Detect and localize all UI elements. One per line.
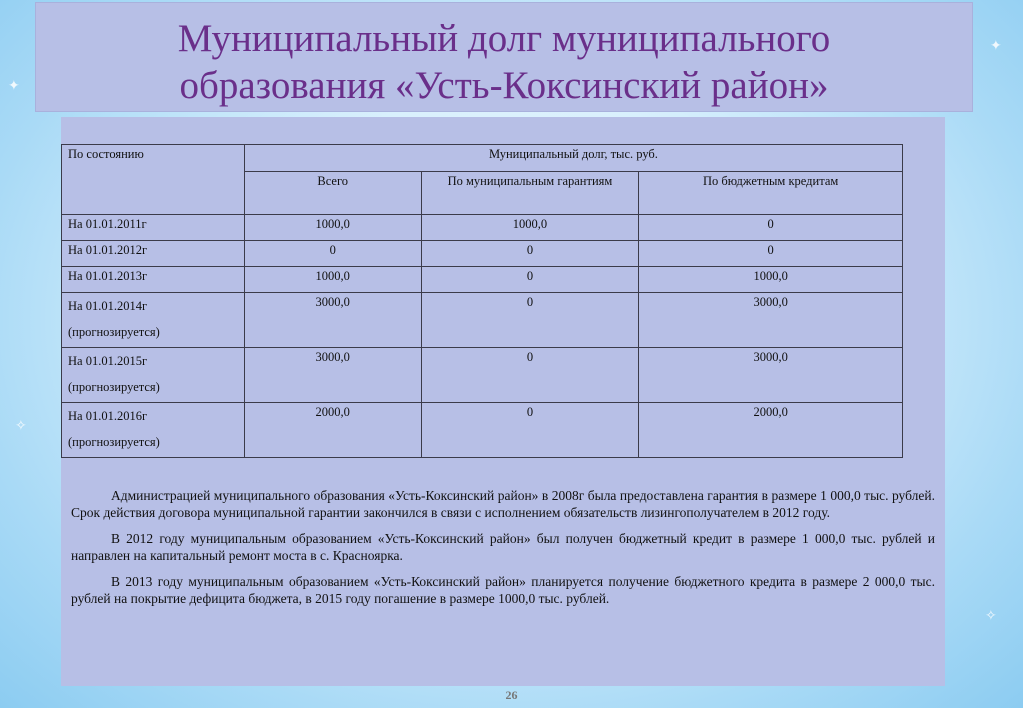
sparkle-decoration: ✦ <box>8 79 20 94</box>
row-date: На 01.01.2011г <box>62 215 245 241</box>
table-row <box>62 267 903 293</box>
row-note: (прогнозируется) <box>68 325 160 339</box>
table-header-row <box>62 145 903 172</box>
row-total: 0 <box>244 241 421 267</box>
table-row <box>62 348 903 403</box>
row-date-cell <box>62 348 245 403</box>
row-credits: 1000,0 <box>639 267 903 293</box>
header-guarantees: По муниципальным гарантиям <box>421 172 639 215</box>
debt-table <box>61 144 903 458</box>
header-date: По состоянию <box>62 145 245 215</box>
header-credits: По бюджетным кредитам <box>639 172 903 215</box>
row-date-cell <box>62 293 245 348</box>
row-total: 1000,0 <box>244 267 421 293</box>
row-guarantees: 0 <box>421 267 639 293</box>
row-date: На 01.01.2014г <box>68 299 148 313</box>
page-number: 26 <box>505 688 518 702</box>
paragraph-guarantee: Администрацией муниципального образования «Усть-Коксинский район» в 2008г была предоставлена гарантия в размере 1 000,0 тыс. рублей. Срок действия договора муниципальной гарантии закончился в связи с исполнением обязательств лизингополучателем в 2012 году. <box>71 488 935 520</box>
row-guarantees: 0 <box>421 403 639 458</box>
table-row <box>62 293 903 348</box>
slide-title <box>36 3 972 109</box>
row-total: 3000,0 <box>244 293 421 348</box>
row-date-cell <box>62 403 245 458</box>
row-guarantees: 0 <box>421 241 639 267</box>
title-panel <box>36 3 972 111</box>
sparkle-decoration: ✧ <box>15 419 27 434</box>
sparkle-decoration: ✧ <box>985 609 997 624</box>
row-credits: 3000,0 <box>639 348 903 403</box>
row-note: (прогнозируется) <box>68 435 160 449</box>
header-debt-group: Муниципальный долг, тыс. руб. <box>244 145 902 172</box>
row-credits: 0 <box>639 215 903 241</box>
title-line-2: образования «Усть-Коксинский район» <box>179 64 829 107</box>
table-row <box>62 215 903 241</box>
row-date: На 01.01.2015г <box>68 354 148 368</box>
row-guarantees: 0 <box>421 348 639 403</box>
paragraph-credit-2012: В 2012 году муниципальным образованием «Усть-Коксинский район» был получен бюджетный кредит в размере 1 000,0 тыс. рублей и направлен на капитальный ремонт моста в с. Красноярка. <box>71 531 935 563</box>
table-row <box>62 403 903 458</box>
header-total: Всего <box>244 172 421 215</box>
row-date: На 01.01.2013г <box>62 267 245 293</box>
row-date: На 01.01.2012г <box>62 241 245 267</box>
explanatory-text <box>71 487 935 616</box>
row-guarantees: 1000,0 <box>421 215 639 241</box>
sparkle-decoration: ✦ <box>990 39 1002 54</box>
content-panel <box>61 117 945 686</box>
row-total: 3000,0 <box>244 348 421 403</box>
row-credits: 0 <box>639 241 903 267</box>
row-credits: 3000,0 <box>639 293 903 348</box>
table-row <box>62 241 903 267</box>
row-credits: 2000,0 <box>639 403 903 458</box>
row-note: (прогнозируется) <box>68 380 160 394</box>
row-date: На 01.01.2016г <box>68 409 148 423</box>
row-guarantees: 0 <box>421 293 639 348</box>
paragraph-credit-2013: В 2013 году муниципальным образованием «Усть-Коксинский район» планируется получение бюджетного кредита в размере 2 000,0 тыс. рублей на покрытие дефицита бюджета, в 2015 году погашение в размере 1000,0 тыс. рублей. <box>71 574 935 606</box>
row-total: 1000,0 <box>244 215 421 241</box>
row-total: 2000,0 <box>244 403 421 458</box>
title-line-1: Муниципальный долг муниципального <box>177 17 831 60</box>
